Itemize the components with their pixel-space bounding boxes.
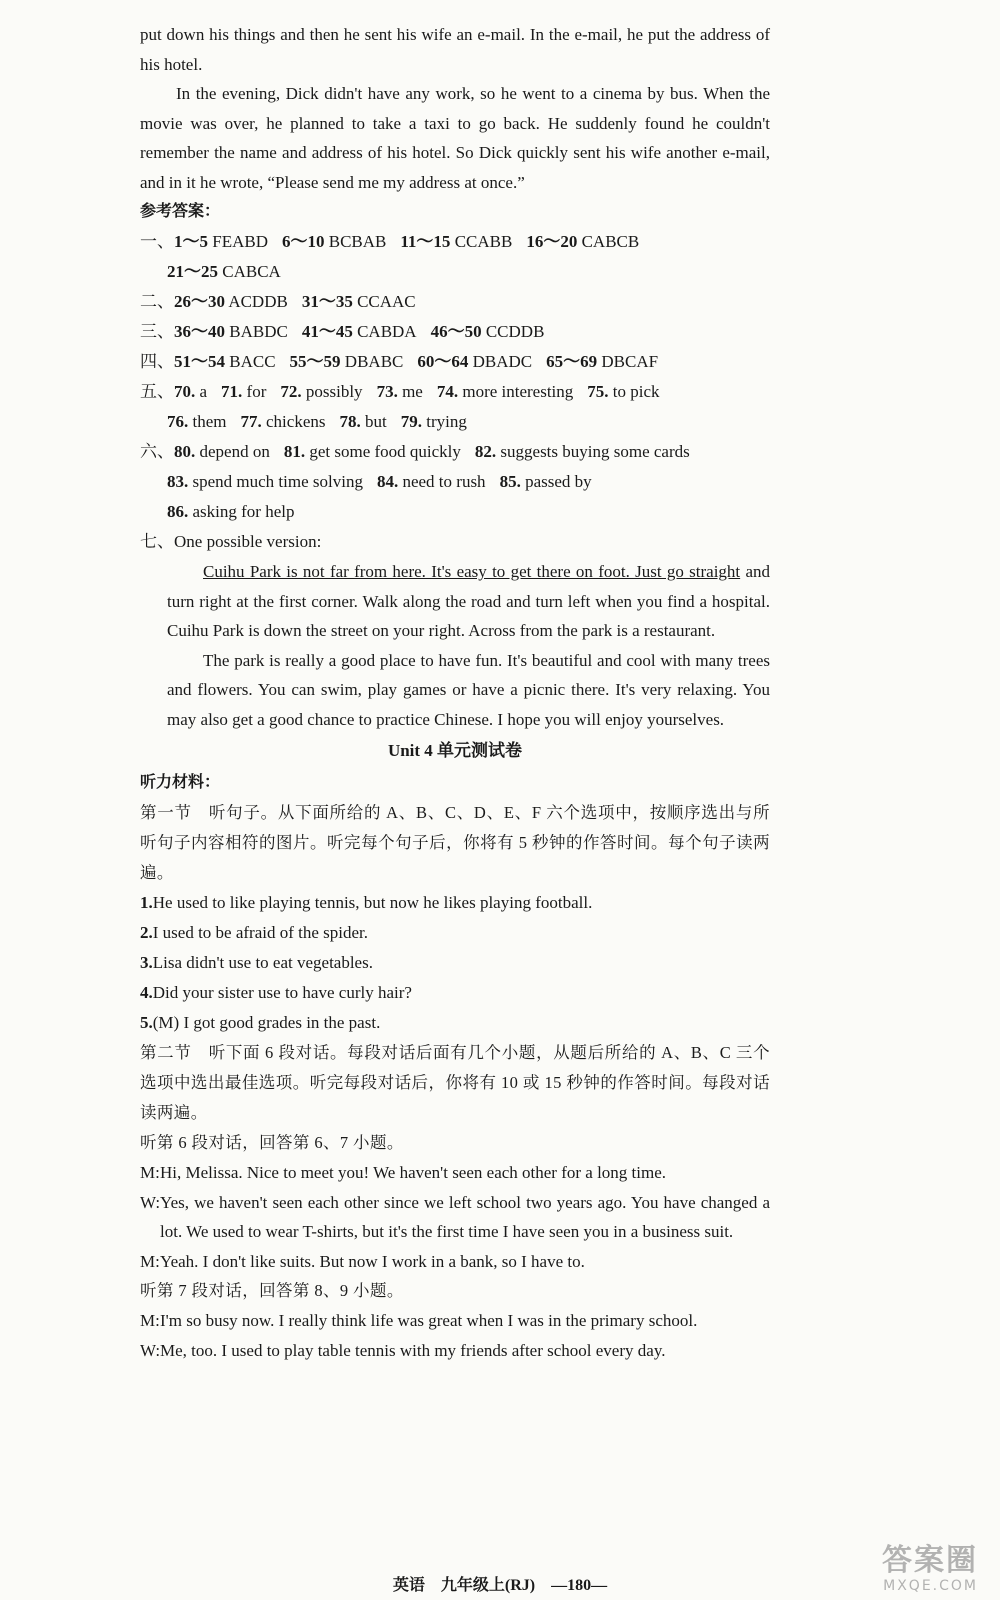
essay-underlined-phrase: Cuihu Park is not far from here. It's easy to get there on foot. Just go straight [203,562,741,581]
answer-item [282,227,386,257]
answer-value: to pick [612,382,660,401]
footer-page-number: —180— [551,1577,608,1594]
answer-value: CABCA [222,262,281,281]
answer-number: 83. [167,472,189,491]
sentence-number: 5. [140,1013,153,1032]
listening-sentences [140,888,770,1038]
answer-value: passed by [525,472,592,491]
answer-value: me [402,382,423,401]
answer-item [174,377,207,407]
answer-item [339,407,386,437]
answer-item [377,467,486,497]
answer-number: 71. [221,382,243,401]
watermark-logo [882,1544,978,1594]
answer-item [167,257,281,287]
watermark-url: MXQE.COM [883,1578,978,1594]
answer-value: spend much time solving [192,472,363,491]
answer-item [587,377,659,407]
answer-item [546,347,658,377]
answer-value: trying [426,412,467,431]
answer-item [437,377,573,407]
answer-row [140,287,770,317]
answer-number: 82. [474,442,497,461]
answer-number: 11～15 [400,232,451,251]
answer-item [475,437,690,467]
answer-row [140,227,770,257]
answer-row-prefix: 六、 [140,442,174,461]
answer-row [140,257,770,287]
answer-value: BACC [229,352,276,371]
essay-paragraph-2: The park is really a good place to have fun. It's beautiful and cool with many trees and flowers. You can swim, play games or have a picnic there. It's very relaxing. You may also get a good chance to practice Chinese. I hope you will enjoy yourselves. [167,650,770,729]
answer-item [377,377,423,407]
answer-value: ACDDB [228,292,288,311]
dialog-7-intro: 听第 7 段对话，回答第 8、9 小题。 [140,1281,404,1300]
listening-sentence [140,948,770,978]
sentence-text: (M) I got good grades in the past. [152,1013,381,1032]
answer-value: DBADC [472,352,533,371]
dialog-text: Me, too. I used to play table tennis with my friends after school every day. [160,1340,666,1360]
answer-number: 36～40 [174,322,225,341]
answer-value: but [364,412,387,431]
answer-row [140,347,770,377]
answer-number: 46～50 [430,322,482,341]
answer-value: BABDC [229,322,288,341]
sentence-text: I used to be afraid of the spider. [152,923,369,942]
answer-number: 21～25 [167,262,218,281]
answer-item [400,227,512,257]
answer-number: 41～45 [301,322,353,341]
answer-item [167,407,227,437]
answer-value: CCABB [454,232,513,251]
answer-item [302,317,417,347]
answer-value: CABCB [581,232,640,251]
essay-paragraph-1: Cuihu Park is not far from here. It's easy to get there on foot. Just go straight and turn right at the first corner. Walk along the road and turn left when you find a hospital. Cuihu Park is down the street on your right. Across from the park is a restaurant. [167,562,770,640]
sentence-text: Lisa didn't use to eat vegetables. [152,953,373,972]
answer-number: 74. [436,382,459,401]
answer-item [431,317,545,347]
answer-value: possibly [305,382,363,401]
dialog-line [140,1306,770,1336]
answer-number: 65～69 [546,352,598,371]
listening-heading: 听力材料： [140,774,221,791]
answer-item [167,497,294,527]
passage-paragraph-2: In the evening, Dick didn't have any work, so he went to a cinema by bus. When the movie was over, he planned to take a taxi to go back. He suddenly found he couldn't remember the name and address of his hotel. So Dick quickly sent his wife another e-mail, and in it he wrote, “Please send me my address at once.” [140,84,770,192]
answer-number: 86. [167,502,189,521]
answer-item [174,287,288,317]
answer-number: 84. [376,472,399,491]
dialog-7 [140,1306,770,1365]
watermark-text: 答案圈 [882,1543,978,1578]
answers-heading: 参考答案： [140,203,221,220]
section-two-instructions: 第二节 听下面 6 段对话。每段对话后面有几个小题，从题后所给的 A、B、C 三个选项中选出最佳选项。听完每段对话后，你将有 10 或 15 秒钟的作答时间。每段对话读两遍。 [140,1043,770,1122]
sample-essay [140,557,770,734]
answer-item [302,287,416,317]
answer-row [140,407,770,437]
answer-value: FEABD [212,232,268,251]
dialog-speaker: M: [140,1251,160,1271]
answer-value: suggests buying some cards [500,442,690,461]
answer-value: need to rush [402,472,486,491]
listening-sentence [140,1008,770,1038]
listening-sentence [140,918,770,948]
dialog-text: Yeah. I don't like suits. But now I work in a bank, so I have to. [160,1251,585,1271]
answer-value: depend on [199,442,270,461]
answer-row-prefix: 二、 [140,292,174,311]
answer-number: 6～10 [281,232,325,251]
answer-item [167,467,363,497]
answer-number: 80. [174,442,196,461]
footer-subject: 英语 [392,1577,425,1594]
answer-number: 60～64 [417,352,469,371]
listening-sentence [140,888,770,918]
dialog-speaker: W: [140,1340,161,1360]
answer-number: 51～54 [174,352,225,371]
unit-title: Unit 4 单元测试卷 [387,741,523,760]
sentence-number: 1. [140,893,153,912]
answer-key [140,227,770,527]
answer-item [284,437,461,467]
answer-row-prefix: 五、 [140,382,174,401]
answer-value: a [199,382,208,401]
answer-number: 55～59 [289,352,341,371]
listening-sentence [140,978,770,1008]
answer-number: 78. [339,412,361,431]
answer-item [174,317,288,347]
answer-number: 72. [280,382,302,401]
answer-number: 76. [167,412,189,431]
answer-number: 31～35 [301,292,353,311]
answer-item [221,377,266,407]
answer-row-prefix: 一、 [140,232,174,251]
answer-value: DBCAF [601,352,659,371]
dialog-text: Yes, we haven't seen each other since we left school two years ago. You have changed a lot. We used to wear T-shirts, but it's the first time I have seen you in a business suit. [160,1192,770,1241]
dialog-speaker: M: [140,1163,160,1182]
dialog-speaker: W: [140,1192,161,1212]
answer-value: chickens [266,412,326,431]
dialog-line [140,1336,770,1366]
answer-value: more interesting [462,382,574,401]
answer-value: for [246,382,267,401]
answer-item [417,347,532,377]
answer-value: them [192,412,227,431]
dialog-text: I'm so busy now. I really think life was great when I was in the primary school. [160,1311,698,1330]
dialog-6-intro: 听第 6 段对话，回答第 6、7 小题。 [140,1133,404,1152]
answer-item [500,467,592,497]
answer-row [140,377,770,407]
answer-row [140,467,770,497]
answer-row [140,497,770,527]
answer-row [140,317,770,347]
dialog-line [140,1247,770,1277]
dialog-speaker: M: [140,1311,160,1330]
answer-item [290,347,404,377]
answer-value: get some food quickly [309,442,461,461]
section-one-instructions: 第一节 听句子。从下面所给的 A、B、C、D、E、F 六个选项中，按顺序选出与所听句子内容相符的图片。听完每个句子后，你将有 5 秒钟的作答时间。每个句子读两遍。 [140,803,770,882]
sentence-number: 3. [140,953,153,972]
sentence-text: He used to like playing tennis, but now he likes playing football. [152,893,593,912]
answer-row [140,437,770,467]
answer-item [174,437,270,467]
answer-number: 26～30 [174,292,225,311]
section-seven-label: 七、One possible version: [140,532,322,551]
dialog-line [140,1188,770,1247]
answer-item [526,227,639,257]
answer-value: BCBAB [328,232,387,251]
answer-value: CCAAC [357,292,416,311]
answer-number: 73. [376,382,398,401]
answer-value: asking for help [192,502,295,521]
passage-paragraph-1: put down his things and then he sent his wife an e-mail. In the e-mail, he put the address of his hotel. [140,25,770,74]
footer-grade: 九年级上(RJ) [440,1577,536,1594]
answer-item [280,377,362,407]
sentence-number: 4. [140,983,153,1002]
answer-number: 77. [240,412,262,431]
dialog-text: Hi, Melissa. Nice to meet you! We haven't seen each other for a long time. [160,1163,667,1182]
answer-row-prefix: 四、 [140,352,174,371]
answer-row-prefix: 三、 [140,322,174,341]
answer-value: CABDA [357,322,417,341]
answer-number: 75. [587,382,609,401]
sentence-text: Did your sister use to have curly hair? [152,983,412,1002]
page-footer [0,1572,1000,1595]
answer-number: 79. [400,412,422,431]
answer-number: 81. [283,442,306,461]
answer-item [401,407,467,437]
answer-value: DBABC [344,352,404,371]
answer-number: 1～5 [174,232,208,251]
dialog-6 [140,1158,770,1276]
answer-item [174,227,268,257]
dialog-line [140,1158,770,1188]
answer-number: 70. [174,382,196,401]
answer-number: 85. [499,472,521,491]
sentence-number: 2. [140,923,153,942]
answer-number: 16～20 [526,232,578,251]
answer-item [241,407,326,437]
answer-item [174,347,276,377]
document-page [140,20,770,1365]
answer-value: CCDDB [485,322,545,341]
